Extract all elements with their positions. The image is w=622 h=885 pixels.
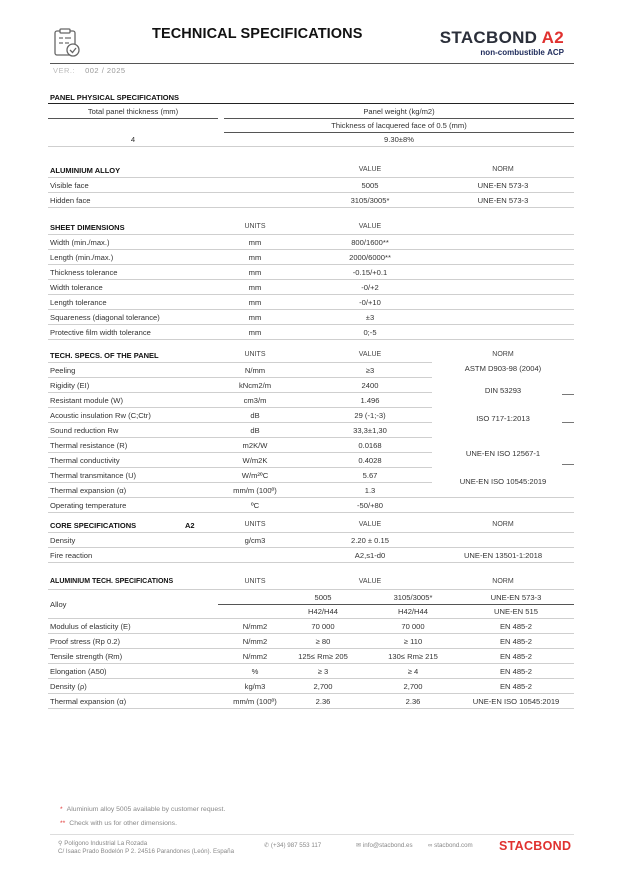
row-label: Elongation (A50) [50,667,107,676]
section-title: SHEET DIMENSIONS [50,223,125,232]
table-row [48,679,574,694]
row-label: Alloy [50,600,67,609]
row-value: 33,3±1,30 [353,426,387,435]
row-label: Thermal transmitance (U) [50,471,137,480]
norm-text: ISO 717-1:2013 [476,414,530,423]
row-unit: cm3/m [243,396,267,405]
section-title: TECH. SPECS. OF THE PANEL [50,351,159,360]
row-value-1: 125≤ Rm≥ 205 [298,652,348,661]
alu-tech-section [48,575,574,709]
table-row [48,498,574,513]
row-unit: kg/m3 [244,682,266,691]
table-row [48,634,574,649]
temper-norm: UNE-EN 515 [494,607,538,616]
norm-header: NORM [492,521,514,528]
table-row [48,649,574,664]
header-divider [50,63,574,64]
table-row [48,295,574,310]
phone-number: (+34) 987 553 117 [270,842,322,849]
row-value: 2000/6000** [349,253,391,262]
footer-divider [50,834,574,835]
units-header: UNITS [244,223,266,230]
row-unit: mm [248,328,262,337]
row-value-1: 70 000 [311,622,335,631]
row-unit: mm/m (100º) [233,486,277,495]
section-title: PANEL PHYSICAL SPECIFICATIONS [50,93,180,102]
alloy-section [48,163,574,208]
weight-value: 9.30±8% [384,135,414,144]
row-value: -0/+2 [361,283,379,292]
table-row [48,694,574,709]
section-title: ALUMINIUM TECH. SPECIFICATIONS [50,578,174,585]
panel-tech-section [48,348,574,513]
table-row [48,235,574,250]
row-label: Modulus of elasticity (E) [50,622,131,631]
row-value: A2,s1-d0 [354,551,386,560]
row-value-2: 2,700 [403,682,423,691]
brand-logo [440,30,564,57]
row-norm: UNE-EN ISO 10545:2019 [472,697,560,706]
footer-brand-logo: STACBOND [499,839,572,853]
clipboard-check-icon [50,26,82,58]
row-norm: UNE-EN 573-3 [477,196,529,205]
row-norm: EN 485-2 [499,652,533,661]
value-header: VALUE [358,223,382,230]
table-row [48,250,574,265]
row-label: Density [50,536,76,545]
thickness-header: Total panel thickness (mm) [87,107,179,116]
row-unit: dB [250,426,260,435]
table-row [48,178,574,193]
value-header: VALUE [358,166,382,173]
weight-header: Panel weight (kg/m2) [363,107,435,116]
row-value: 2400 [361,381,379,390]
norm-thermal [432,433,574,474]
value-header: VALUE [358,351,382,358]
table-row [48,280,574,295]
row-norm: EN 485-2 [499,622,533,631]
row-value: ≥3 [365,366,375,375]
row-value: -0.15/+0.1 [352,268,388,277]
row-label: Visible face [50,181,89,190]
row-unit: mm/m (100º) [233,697,277,706]
units-header: UNITS [244,578,266,585]
table-row [48,548,574,563]
logo-wordmark: STACBOND [439,28,538,47]
table-row [48,619,574,634]
link-icon: ∞ [428,842,433,849]
row-value-1: ≥ 80 [315,637,331,646]
row-value-1: ≥ 3 [317,667,329,676]
row-value: 5.67 [362,471,378,480]
row-value-1: 2,700 [313,682,333,691]
row-unit: mm [248,268,262,277]
thickness-value: 4 [130,135,136,144]
logo-badge: A2 [541,28,564,47]
row-value-2: 2.36 [405,697,421,706]
row-unit: % [251,667,259,676]
website-link[interactable] [428,842,473,849]
row-unit: mm [248,253,262,262]
row-unit: kNcm2/m [238,381,272,390]
row-label: Acoustic insulation Rw (C;Ctr) [50,411,151,420]
value-header: VALUE [358,521,382,528]
email-address: info@stacbond.es [362,842,413,849]
row-value: 3105/3005* [350,196,390,205]
row-unit: g/cm3 [244,536,266,545]
row-label: Rigidity (EI) [50,381,90,390]
row-label: Thermal conductivity [50,456,120,465]
row-unit: W/m2K [242,456,268,465]
version-prefix: VER.: [53,66,76,75]
norm-text: UNE-EN ISO 12567-1 [465,449,541,458]
row-unit: mm [248,298,262,307]
location-icon: ⚲ [58,840,63,847]
page-title: TECHNICAL SPECIFICATIONS [152,26,363,42]
row-label: Thermal resistance (R) [50,441,128,450]
sheet-dimensions-section [48,220,574,340]
panel-physical-section [48,92,574,147]
section-title: CORE SPECIFICATIONS [50,521,137,530]
row-value: -0/+10 [359,298,381,307]
row-value: 0.0168 [358,441,382,450]
page-header [0,0,622,78]
row-unit: W/m²ºC [241,471,269,480]
alloy-value-1: 5005 [314,593,332,602]
footnote-2 [60,817,225,831]
norm-text: UNE-EN ISO 10545:2019 [459,477,547,486]
row-label: Proof stress (Rp 0.2) [50,637,121,646]
row-norm: EN 485-2 [499,637,533,646]
row-value-2: 130≤ Rm≥ 215 [388,652,438,661]
row-value: 2.20 ± 0.15 [351,536,389,545]
address-line-1: Polígono Industrial La Rozada [64,840,148,847]
phone-contact[interactable] [264,842,321,849]
row-value: 5005 [361,181,379,190]
norm-acoustic [432,405,574,432]
units-header: UNITS [244,521,266,528]
row-label: Squareness (diagonal tolerance) [50,313,160,322]
row-unit: mm [248,313,262,322]
footnote-mark: ** [60,819,66,827]
row-value-2: ≥ 4 [407,667,419,676]
table-row [48,310,574,325]
logo-subtitle: non-combustible [480,48,545,57]
email-icon: ✉ [356,842,362,849]
row-value: -50/+80 [357,501,383,510]
row-unit: ºC [250,501,260,510]
lacquer-header: Thickness of lacquered face of 0.5 (mm) [331,121,467,130]
norm-header: NORM [492,578,514,585]
table-row [48,533,574,548]
alloy-row [48,590,574,619]
row-value: 800/1600** [351,238,389,247]
footnotes [60,803,225,830]
version-number: 002 / 2025 [85,66,126,75]
row-unit: dB [250,411,260,420]
row-label: Thermal expansion (α) [50,697,127,706]
row-value-1: 2.36 [315,697,331,706]
table-row [48,193,574,208]
temper-value-2: H42/H44 [398,607,428,616]
row-value: 0.4028 [358,456,382,465]
address-line-2: C/ Isaac Prado Bodelón P 2. 24516 Parandones (León). España [58,848,235,855]
footnote-mark: * [60,806,63,813]
table-row [48,265,574,280]
row-label: Operating temperature [50,501,127,510]
row-value: 29 (-1;-3) [354,411,386,420]
row-label: Density (ρ) [50,682,87,691]
row-unit: N/mm2 [242,622,268,631]
row-label: Fire reaction [50,551,93,560]
row-label: Length tolerance [50,298,107,307]
value-header: VALUE [358,578,382,585]
row-value: 1.3 [364,486,376,495]
norm-expansion [432,475,574,488]
row-norm: UNE-EN 13501-1:2018 [463,551,543,560]
row-unit: N/mm2 [242,652,268,661]
website-url: stacbond.com [434,842,473,849]
norm-header: NORM [492,166,514,173]
footnote-text: Aluminium alloy 5005 available by customer request. [66,806,226,813]
row-label: Resistant module (W) [50,396,124,405]
norm-text: ASTM D903-98 (2004) [464,364,542,373]
row-unit: N/mm2 [242,637,268,646]
norm-text: DIN 53293 [484,386,522,395]
row-label: Sound reduction Rw [50,426,119,435]
address [58,840,234,856]
table-row [48,325,574,340]
alloy-norm: UNE-EN 573-3 [490,593,542,602]
units-header: UNITS [244,351,266,358]
row-unit: N/mm [244,366,266,375]
row-label: Width tolerance [50,283,103,292]
row-norm: EN 485-2 [499,682,533,691]
temper-value-1: H42/H44 [308,607,338,616]
row-label: Width (min./max.) [50,238,110,247]
row-label: Peeling [50,366,76,375]
row-label: Length (min./max.) [50,253,114,262]
row-unit: mm [248,238,262,247]
phone-icon: ✆ [264,842,270,849]
row-label: Thermal expansion (α) [50,486,127,495]
footnote-text: Check with us for other dimensions. [69,819,177,827]
row-norm: UNE-EN 573-3 [477,181,529,190]
alloy-value-2: 3105/3005* [393,593,433,602]
table-row [48,664,574,679]
row-norm: EN 485-2 [499,667,533,676]
row-value-2: ≥ 110 [403,637,423,646]
row-label: Protective film width tolerance [50,328,151,337]
row-unit: mm [248,283,262,292]
norm-peeling [432,362,574,375]
row-unit: m2K/W [242,441,268,450]
row-value: 0;-5 [363,328,377,337]
row-label: Tensile strength (Rm) [50,652,123,661]
section-title: ALUMINIUM ALLOY [50,166,121,175]
row-label: Thickness tolerance [50,268,118,277]
norm-header: NORM [492,351,514,358]
row-value: 1.496 [360,396,380,405]
email-contact[interactable] [356,842,413,849]
core-badge: A2 [185,521,195,530]
row-label: Hidden face [50,196,91,205]
footnote-1 [60,803,225,817]
version-label [53,66,126,75]
norm-rigidity [432,377,574,404]
row-value-2: 70 000 [401,622,425,631]
logo-subtitle-bold: ACP [547,48,564,57]
row-value: ±3 [365,313,375,322]
core-section [48,518,574,563]
